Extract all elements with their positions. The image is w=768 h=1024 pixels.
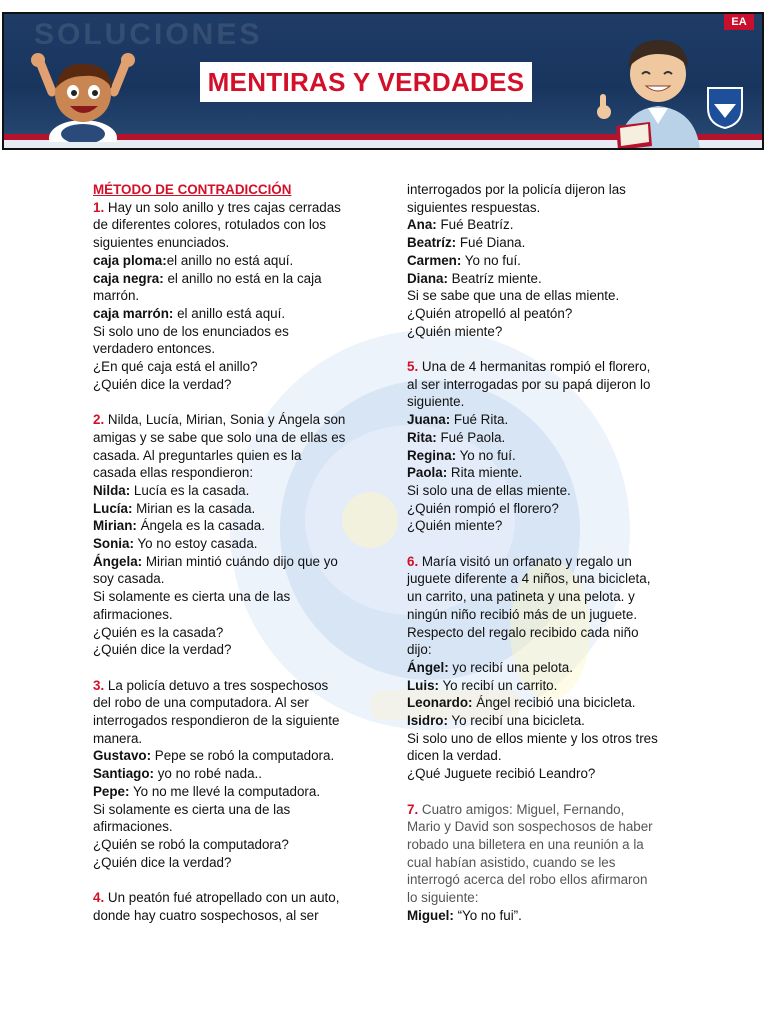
statement-line [93, 482, 378, 500]
problem-text: juguete diferente a 4 niños, una bicicleta, [407, 571, 651, 587]
problem-5-line [407, 358, 687, 376]
speaker-label: Mirian: [93, 518, 137, 534]
problem-text: La policía detuvo a tres sospechosos [107, 677, 329, 693]
problem-3-line [93, 677, 378, 695]
problem-text: Hay un solo anillo y tres cajas cerradas [107, 199, 341, 215]
problem-text: amigas y se sabe que solo una de ellas es [93, 429, 346, 445]
question-text: ¿Quién miente? [407, 518, 503, 534]
statement-line [93, 783, 378, 801]
statement-line [407, 659, 687, 677]
statement-line [407, 216, 687, 234]
problem-number: 2. [93, 412, 105, 428]
question-text: ¿Quién dice la verdad? [93, 376, 232, 392]
statement-line [93, 270, 378, 288]
problem-text: donde hay cuatro sospechosos, al ser [93, 907, 319, 923]
problem-text: Mario y David son sospechosos de haber [407, 819, 653, 835]
question-text: ¿Quién miente? [407, 323, 503, 339]
spacer [93, 659, 378, 677]
statement-line [93, 252, 378, 270]
statement-line [93, 287, 378, 305]
problem-text: casada ellas respondieron: [93, 465, 254, 481]
statement-text: el anillo no está en la caja [163, 270, 322, 286]
problem-text: dicen la verdad. [407, 748, 502, 764]
speaker-label: Paola: [407, 465, 448, 481]
problem-text: María visitó un orfanato y regalo un [421, 553, 632, 569]
problem-number: 4. [93, 890, 105, 906]
statement-text: Yo no estoy casada. [133, 536, 258, 552]
speaker-label: Ángel: [407, 659, 449, 675]
problem-text: Si solamente es cierta una de las [93, 801, 291, 817]
speaker-label: Sonia: [93, 536, 134, 552]
left-column [93, 181, 378, 924]
statement-line [407, 464, 687, 482]
statement-text: Rita miente. [447, 465, 523, 481]
problem-text: afirmaciones. [93, 819, 173, 835]
statement-text: Mirian mintió cuándo dijo que yo [142, 553, 338, 569]
problem-text: Si solo uno de los enunciados es [93, 323, 289, 339]
statement-text: “Yo no fui”. [453, 907, 522, 923]
spacer [407, 783, 687, 801]
cartoon-kid-illustration [18, 52, 148, 142]
problem-number: 7. [407, 801, 419, 817]
problem-text: siguientes respuestas. [407, 199, 541, 215]
problem-number: 5. [407, 359, 419, 375]
statement-text: Ángela es la casada. [136, 518, 265, 534]
speaker-label: Ángela: [93, 553, 143, 569]
speaker-label: Luis: [407, 677, 439, 693]
problem-text: siguientes enunciados. [93, 235, 230, 251]
statement-text: Pepe se robó la computadora. [151, 748, 335, 764]
problem-text: Si solo uno de ellos miente y los otros tres [407, 730, 658, 746]
statement-line [407, 252, 687, 270]
speaker-label: caja negra: [93, 270, 164, 286]
problem-text: Respecto del regalo recibido cada niño [407, 624, 639, 640]
problem-text: afirmaciones. [93, 606, 173, 622]
statement-text: Lucía es la casada. [130, 482, 250, 498]
statement-line [407, 677, 687, 695]
problem-text: Si se sabe que una de ellas miente. [407, 288, 620, 304]
problem-number: 1. [93, 199, 105, 215]
statement-line [407, 429, 687, 447]
spacer [93, 871, 378, 889]
problem-text: Nilda, Lucía, Mirian, Sonia y Ángela son [107, 412, 346, 428]
spacer [407, 535, 687, 553]
statement-line [407, 234, 687, 252]
problem-text: del robo de una computadora. Al ser [93, 695, 309, 711]
problem-text: casada. Al preguntarles quien es la [93, 447, 302, 463]
problem-4-line [93, 889, 378, 907]
problem-number: 3. [93, 677, 105, 693]
problem-text: Cuatro amigos: Miguel, Fernando, [418, 801, 625, 817]
statement-text: Yo no me llevé la computadora. [129, 783, 321, 799]
problem-text: lo siguiente: [407, 890, 479, 906]
statement-line [407, 447, 687, 465]
problem-text: interrogados respondieron de la siguiente [93, 713, 340, 729]
statement-text: Ángel recibió una bicicleta. [472, 695, 636, 711]
speaker-label: caja marrón: [93, 305, 174, 321]
statement-text: Yo no fuí. [461, 252, 521, 268]
speaker-label: caja ploma: [93, 252, 167, 268]
statement-text: Yo recibí una bicicleta. [447, 713, 585, 729]
statement-text: yo no robé nada.. [154, 766, 262, 782]
statement-text: Fué Rita. [450, 412, 509, 428]
question-text: ¿Quién es la casada? [93, 624, 224, 640]
speaker-label: Rita: [407, 429, 437, 445]
speaker-label: Santiago: [93, 766, 155, 782]
problem-6-line [407, 553, 687, 571]
statement-line [407, 694, 687, 712]
header-banner [2, 12, 764, 150]
problem-text: robado una billetera en una reunión a la [407, 836, 644, 852]
statement-line [407, 712, 687, 730]
speaker-label: Beatríz: [407, 235, 457, 251]
statement-text: Yo no fuí. [456, 447, 516, 463]
right-column [407, 181, 687, 924]
question-text: ¿Quién se robó la computadora? [93, 836, 289, 852]
problem-text: Una de 4 hermanitas rompió el florero, [421, 359, 651, 375]
school-shield-logo [704, 84, 746, 130]
statement-text: Beatríz miente. [447, 270, 542, 286]
question-text: ¿Qué Juguete recibió Leandro? [407, 766, 596, 782]
speaker-label: Diana: [407, 270, 448, 286]
problem-text: al ser interrogadas por su papá dijeron lo [407, 376, 651, 392]
statement-line [93, 553, 378, 571]
problem-text: un carrito, una patineta y una pelota. y [407, 589, 635, 605]
question-text: ¿Quién dice la verdad? [93, 642, 232, 658]
spacer [93, 393, 378, 411]
speaker-label: Leonardo: [407, 695, 473, 711]
statement-text: Fué Paola. [436, 429, 506, 445]
speaker-label: Juana: [407, 412, 451, 428]
problem-text: Si solamente es cierta una de las [93, 589, 291, 605]
statement-line [93, 535, 378, 553]
ea-badge: EA [724, 14, 754, 30]
statement-text: el anillo no está aquí. [166, 252, 294, 268]
statement-text: Fué Diana. [456, 235, 526, 251]
problem-text: ningún niño recibió más de un juguete. [407, 606, 638, 622]
banner-watermark: SOLUCIONES [34, 18, 263, 51]
statement-text: marrón. [93, 288, 140, 304]
question-text: ¿Quién rompió el florero? [407, 500, 559, 516]
statement-line [93, 305, 378, 323]
statement-line [93, 765, 378, 783]
problem-text: siguiente. [407, 394, 465, 410]
problem-text: cual habían asistido, cuando se les [407, 854, 616, 870]
statement-text: Fué Beatríz. [436, 217, 514, 233]
speaker-label: Regina: [407, 447, 457, 463]
speaker-label: Isidro: [407, 713, 448, 729]
page-title: MENTIRAS Y VERDADES [207, 66, 525, 97]
question-text: ¿En qué caja está el anillo? [93, 359, 258, 375]
question-text: ¿Quién dice la verdad? [93, 854, 232, 870]
speaker-label: Nilda: [93, 482, 131, 498]
problem-text: soy casada. [93, 571, 165, 587]
statement-text: Yo recibí un carrito. [439, 677, 558, 693]
problem-text: interrogó acerca del robo ellos afirmaron [407, 872, 648, 888]
statement-text: el anillo está aquí. [173, 305, 286, 321]
statement-line [407, 270, 687, 288]
statement-text: Mirian es la casada. [132, 500, 256, 516]
statement-line [93, 517, 378, 535]
statement-text: yo recibí una pelota. [448, 659, 573, 675]
section-title: MÉTODO DE CONTRADICCIÓN [93, 182, 292, 197]
problem-text: Si solo una de ellas miente. [407, 482, 571, 498]
problem-2-line [93, 411, 378, 429]
speaker-label: Lucía: [93, 500, 133, 516]
statement-line [407, 411, 687, 429]
problem-text: interrogados por la policía dijeron las [407, 182, 626, 197]
problem-1-line [93, 199, 378, 217]
problem-7-line [407, 801, 687, 819]
speaker-label: Pepe: [93, 783, 130, 799]
problem-text: manera. [93, 730, 143, 746]
speaker-label: Gustavo: [93, 748, 152, 764]
problem-number: 6. [407, 553, 419, 569]
problem-text: dijo: [407, 642, 432, 658]
spacer [407, 340, 687, 358]
speaker-label: Miguel: [407, 907, 454, 923]
title-box [200, 62, 532, 102]
problem-text: verdadero entonces. [93, 341, 216, 357]
statement-line [93, 747, 378, 765]
problem-text: Un peatón fué atropellado con un auto, [107, 890, 340, 906]
statement-line [93, 500, 378, 518]
speaker-label: Ana: [407, 217, 437, 233]
problem-text: de diferentes colores, rotulados con los [93, 217, 326, 233]
question-text: ¿Quién atropelló al peatón? [407, 305, 573, 321]
statement-line [407, 907, 687, 925]
speaker-label: Carmen: [407, 252, 462, 268]
